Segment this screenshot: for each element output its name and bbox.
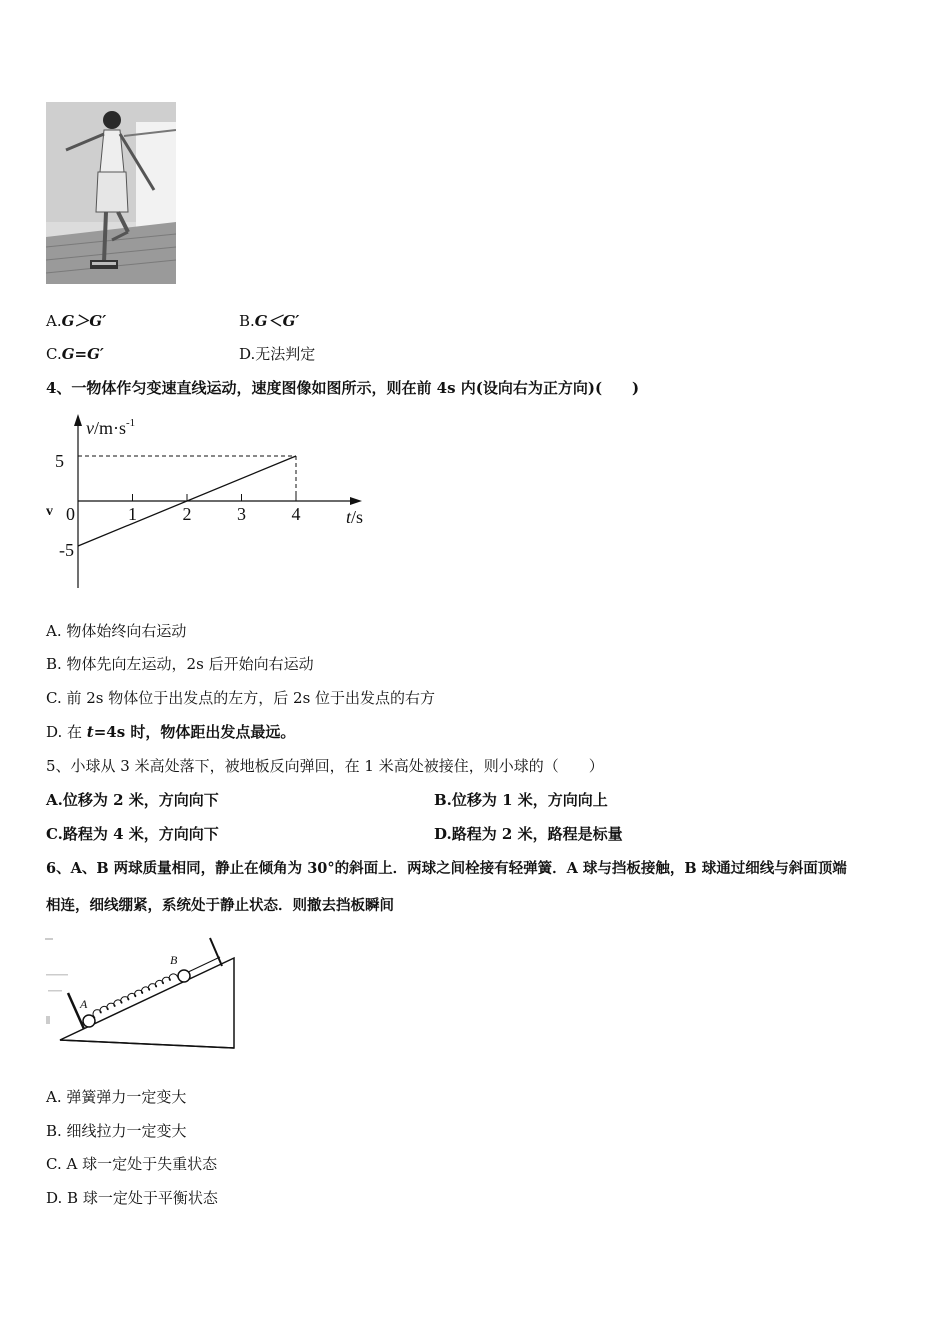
ball-b-label: B bbox=[170, 953, 178, 967]
incline-spring-figure bbox=[40, 930, 240, 1059]
option-b-label: B. bbox=[239, 312, 255, 330]
question-4-option-d-var: t bbox=[86, 723, 94, 741]
question-5-option-c[interactable]: C.路程为 4 米，方向向下 bbox=[46, 825, 219, 843]
option-d-text: 无法判定 bbox=[255, 345, 316, 363]
option-c-label: C. bbox=[46, 345, 62, 363]
question-6-option-c-text: C. A 球一定处于失重状态 bbox=[46, 1155, 218, 1173]
x-axis-label: t/s bbox=[346, 507, 364, 527]
option-c-text: G=G′ bbox=[61, 345, 104, 363]
question-4-option-d-prefix: D. 在 bbox=[46, 723, 87, 741]
option-b-text: G＜G′ bbox=[254, 312, 300, 330]
question-6-option-b[interactable]: B. 细线拉力一定变大 bbox=[46, 1122, 187, 1140]
y-tick-label-5: 5 bbox=[55, 451, 64, 471]
side-v-label: v bbox=[46, 504, 53, 519]
velocity-time-graph bbox=[40, 410, 380, 594]
question-5-stem: 5、小球从 3 米高处落下，被地板反向弹回，在 1 米高处被接住，则小球的（ ） bbox=[46, 757, 604, 775]
question-6-stem-line-1: 6、A、B 两球质量相同，静止在倾角为 30°的斜面上．两球之间栓接有轻弹簧．A 球与挡板接触，B 球通过细线与斜面顶端 bbox=[46, 860, 847, 877]
option-b[interactable] bbox=[239, 311, 299, 331]
top-post bbox=[210, 938, 222, 966]
question-4-option-a[interactable]: A. 物体始终向右运动 bbox=[46, 622, 187, 640]
question-5-option-d[interactable]: D.路程为 2 米，路程是标量 bbox=[434, 825, 623, 843]
question-4-option-d-suffix: =4s 时，物体距出发点最远。 bbox=[93, 723, 296, 741]
question-4-option-d[interactable] bbox=[46, 722, 295, 742]
ball-a bbox=[83, 1015, 95, 1027]
question-5-option-a[interactable]: A.位移为 2 米，方向向下 bbox=[46, 791, 219, 809]
question-6-option-c[interactable] bbox=[46, 1154, 217, 1174]
option-a-label: A. bbox=[46, 312, 62, 330]
y-axis-label: $v/m\cdot s^{-1}$ bbox=[86, 417, 136, 438]
ball-a-label: A bbox=[80, 997, 88, 1011]
question-4-option-b[interactable]: B. 物体先向左运动，2s 后开始向右运动 bbox=[46, 655, 314, 673]
option-a-text: G＞G′ bbox=[61, 312, 107, 330]
option-d-label: D. bbox=[239, 345, 256, 363]
question-4-option-c[interactable]: C. 前 2s 物体位于出发点的左方，后 2s 位于出发点的右方 bbox=[46, 689, 436, 707]
question-6-option-d-text: D. B 球一定处于平衡状态 bbox=[46, 1189, 218, 1207]
scan-noise bbox=[45, 938, 68, 1024]
x-tick-label-3: 3 bbox=[237, 504, 246, 524]
question-6-option-d[interactable] bbox=[46, 1188, 218, 1208]
question-4-stem: 4、一物体作匀变速直线运动，速度图像如图所示，则在前 4s 内(设向右为正方向)( ) bbox=[46, 379, 640, 397]
origin-label: 0 bbox=[66, 504, 75, 524]
option-a[interactable] bbox=[46, 311, 106, 331]
person-on-scale-photo bbox=[46, 102, 176, 284]
ball-b bbox=[178, 970, 190, 982]
question-6-stem-line-2: 相连，细线绷紧，系统处于静止状态．则撤去挡板瞬间 bbox=[46, 897, 394, 914]
x-tick-label-1: 1 bbox=[128, 504, 137, 524]
question-6-option-a[interactable]: A. 弹簧弹力一定变大 bbox=[46, 1088, 187, 1106]
x-tick-label-4: 4 bbox=[291, 504, 301, 524]
option-d[interactable] bbox=[239, 344, 315, 364]
option-c[interactable] bbox=[46, 344, 104, 364]
y-axis-arrow bbox=[74, 414, 82, 426]
y-tick-label-neg5: -5 bbox=[59, 540, 74, 560]
x-tick-label-2: 2 bbox=[182, 504, 192, 524]
question-5-option-b[interactable]: B.位移为 1 米，方向向上 bbox=[434, 791, 608, 809]
x-axis-arrow bbox=[350, 497, 362, 505]
